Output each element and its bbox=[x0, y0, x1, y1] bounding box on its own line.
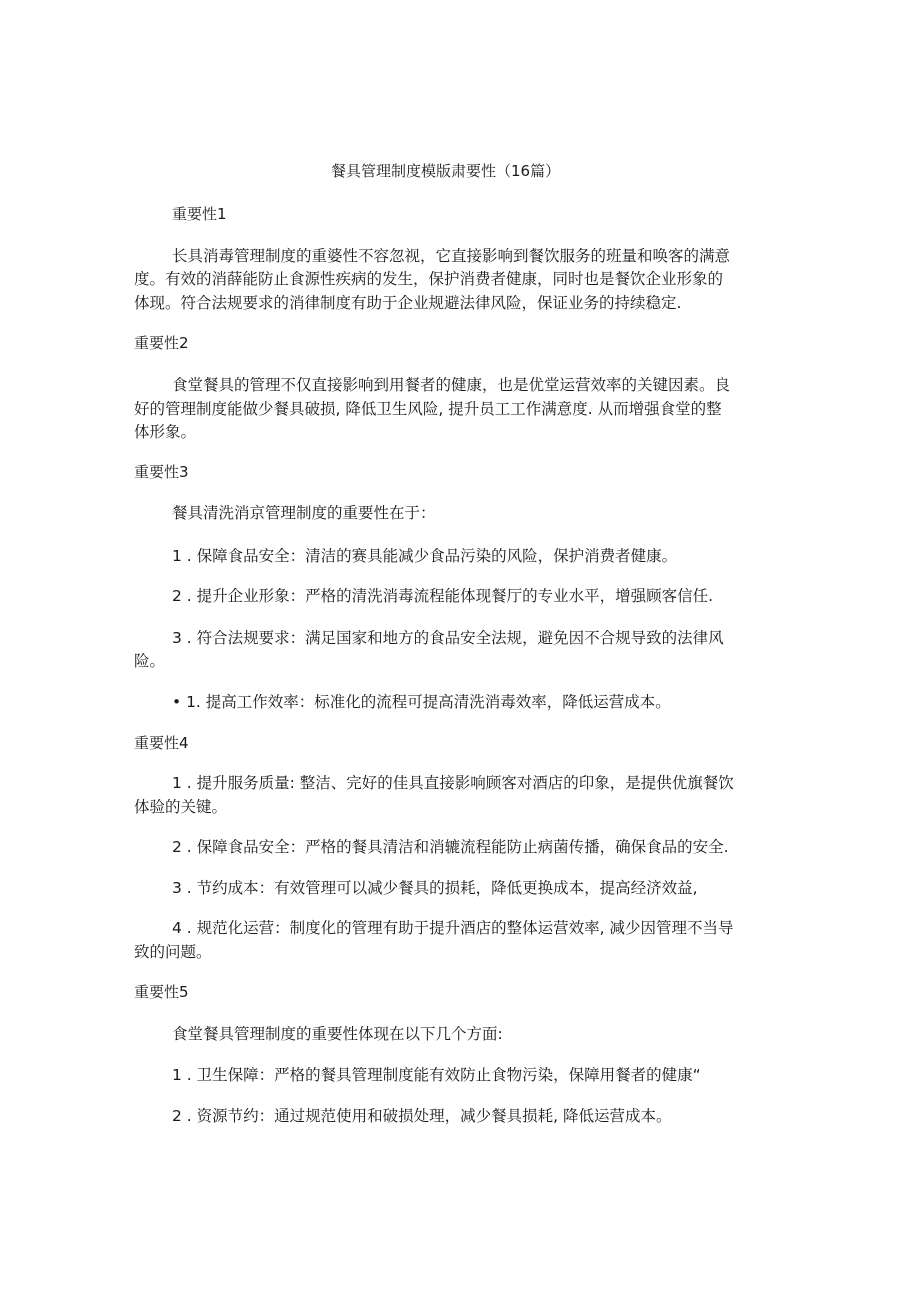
list-item: 2 . 提升企业形象：严格的清洗消毒流程能体现餐厅的专业水平，增强顾客信任. bbox=[172, 587, 714, 605]
list-item: 3 . 节约成本：有效管理可以减少餐具的损耗，降低更换成本，提高经济效益, bbox=[172, 879, 698, 897]
section-heading-5: 重要性5 bbox=[134, 983, 189, 1001]
list-item-continuation: 体验的关键。 bbox=[134, 798, 228, 816]
section-heading-2: 重要性2 bbox=[134, 334, 189, 352]
list-item: 1 . 卫生保障：严格的餐具管理制度能有效防止食物污染，保障用餐者的健康“ bbox=[172, 1066, 701, 1084]
paragraph-line: 食堂餐具管理制度的重要性体现在以下几个方面: bbox=[172, 1025, 503, 1043]
paragraph-line: 度。有效的消薛能防止食源性疾病的发生，保护消费者健康，同时也是餐饮企业形象的 bbox=[134, 270, 724, 288]
paragraph-line: 体形象。 bbox=[134, 423, 197, 441]
list-item: • 1. 提高工作效率：标准化的流程可提高清洗消毒效率，降低运营成本。 bbox=[172, 693, 671, 711]
paragraph-line: 食堂餐具的管理不仅直接影响到用餐者的健康，也是优堂运营效率的关键因素。良 bbox=[172, 376, 731, 394]
paragraph-line: 体现。符合法规要求的消律制度有助于企业规避法律风险，保证业务的持续稳定. bbox=[134, 294, 682, 312]
list-item: 3 . 符合法规要求：满足国家和地方的食品安全法规，避免因不合规导致的法律风 bbox=[172, 629, 724, 647]
list-item-continuation: 致的问题。 bbox=[134, 943, 212, 961]
paragraph-line: 长具消毒管理制度的重婆性不容忽视，它直接影响到餐饮服务的班量和唤客的满意 bbox=[172, 247, 731, 265]
document-title: 餐具管理制度模版肃要性（16篇） bbox=[331, 162, 561, 180]
section-heading-4: 重要性4 bbox=[134, 734, 189, 752]
list-item-continuation: 险。 bbox=[134, 652, 166, 670]
list-item: 2 . 保障食品安全：严格的餐具清洁和消辘流程能防止病菌传播，确保食品的安全. bbox=[172, 838, 729, 856]
section-heading-1: 重要性1 bbox=[172, 205, 227, 223]
list-item: 1 . 保障食品安全：清洁的赛具能减少食品污染的风险，保护消费者健康。 bbox=[172, 547, 678, 565]
list-item: 1 . 提升服务质量: 整洁、完好的佳具直接影响顾客对酒店的印象，是提供优旗餐饮 bbox=[172, 774, 734, 792]
paragraph-line: 好的管理制度能做少餐具破损, 降低卫生风险, 提升员工工作满意度. 从而增强食堂的整 bbox=[134, 400, 722, 418]
paragraph-line: 餐具清洗消京管理制度的重要性在于： bbox=[172, 504, 436, 522]
section-heading-3: 重要性3 bbox=[134, 463, 189, 481]
list-item: 2 . 资源节约：通过规范使用和破损处理，减少餐具损耗, 降低运营成本。 bbox=[172, 1107, 672, 1125]
list-item: 4 . 规范化运营：制度化的管理有助于提升酒店的整体运营效率, 减少因管理不当导 bbox=[172, 919, 734, 937]
